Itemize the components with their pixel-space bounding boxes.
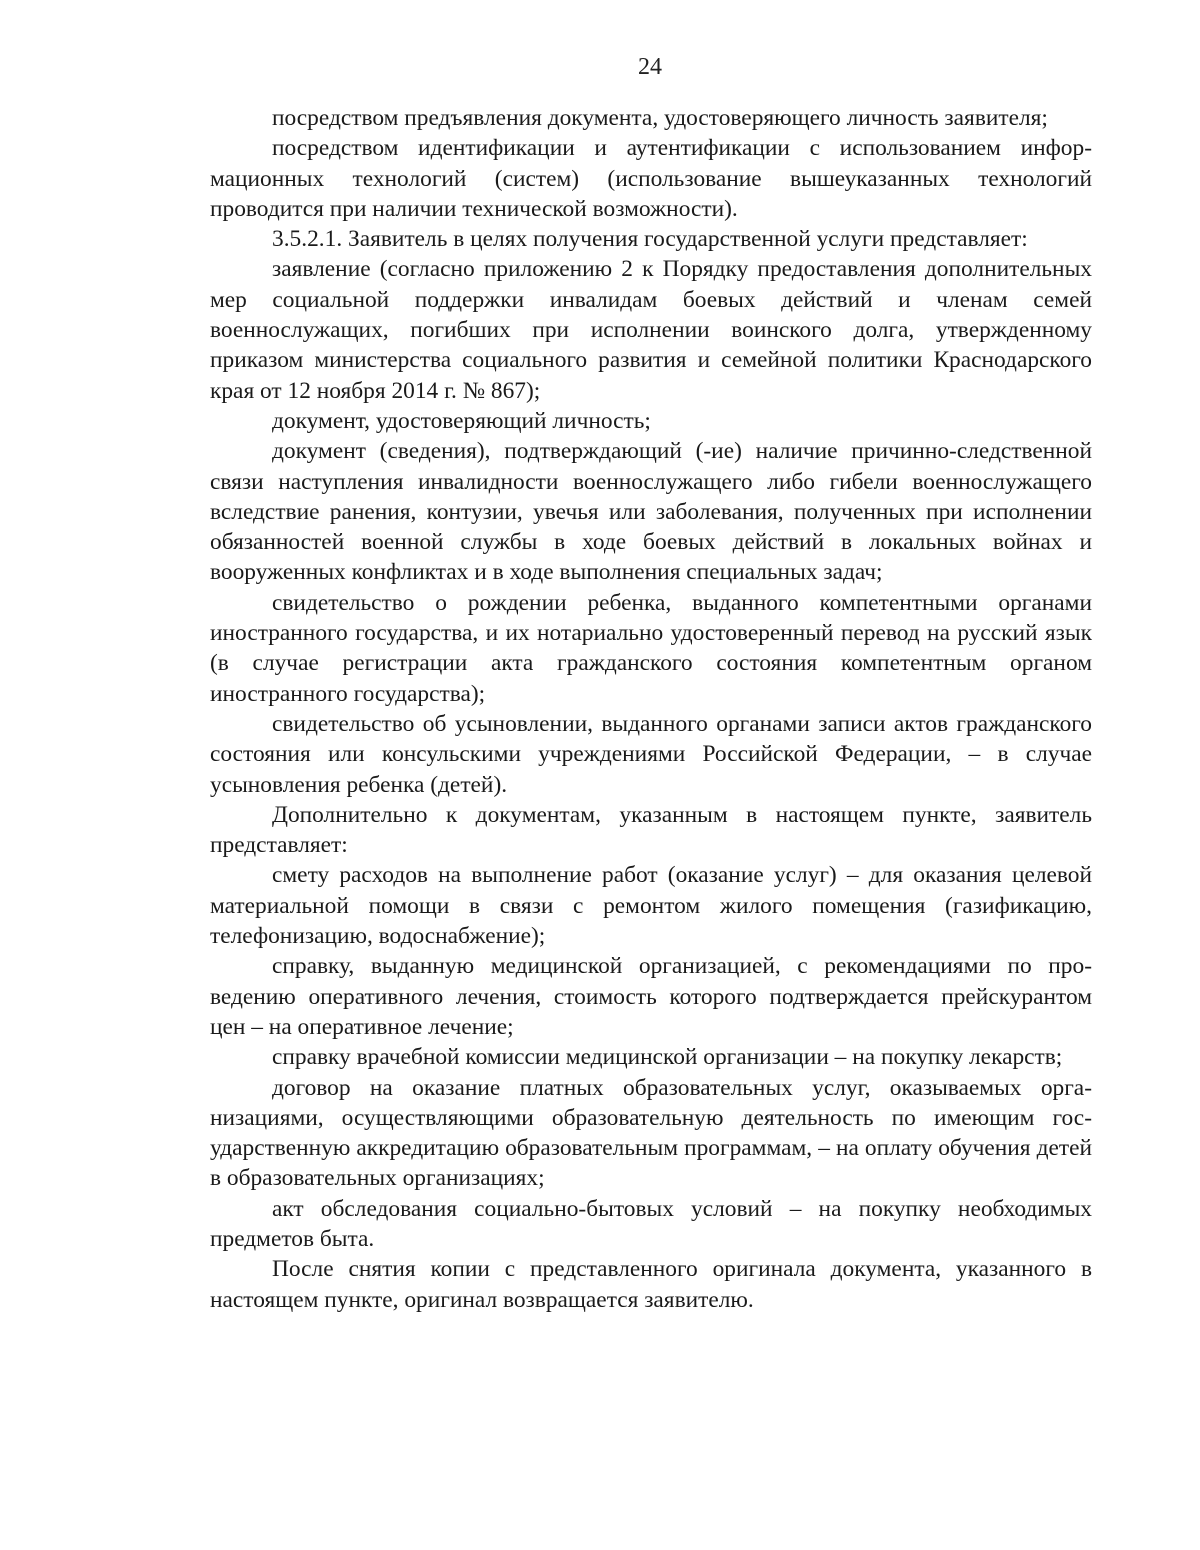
paragraph-identity-document: посредством предъявления документа, удостоверяющего личность заявителя; xyxy=(272,105,1048,131)
list-item-medical-certificate: справку, выданную медицинской организацией, с рекомендациями по проведению оперативного лечения, стоимость которого подтверждается прейскурантом цен – на оперативное лечение; xyxy=(210,953,1092,1040)
list-item-causal-link-document: документ (сведения), подтверждающий (-ие) наличие причинно-следственной связи наступления инвалидности военнослужащего либо гибели военнослужащего вследствие ранения, контузии, увечья или заболевания, полученных при исполнении обязанностей военной службы в ходе боевых действий в локальных войнах и вооруженных конфликтах и в ходе выполнения специальных задач; xyxy=(210,438,1092,586)
list-item-identity-document: документ, удостоверяющий личность; xyxy=(272,407,651,434)
list-item-application: заявление (согласно приложению 2 к Порядку предоставления дополнительных мер социальной поддержки инвалидам боевых действий и членам семей военнослужащих, погибших при исполнении воинского долга, утвержденному приказом министерства социального развития и семейной политики Краснодарского края от 12 ноября 2014 г. № 867); xyxy=(210,256,1092,404)
list-item-cost-estimate: смету расходов на выполнение работ (оказание услуг) – для оказания целевой материальной помощи в связи с ремонтом жилого помещения (газификацию, телефонизацию, водоснабжение); xyxy=(210,862,1092,950)
list-item-birth-certificate: свидетельство о рождении ребенка, выданного компетентными органами иностранного государства, и их нотариально удостоверенный перевод на русский язык (в случае регистрации акта гражданского состояния компетентным органом иностранного государства); xyxy=(210,589,1092,707)
paragraph-section-3-5-2-1: 3.5.2.1. Заявитель в целях получения государственной услуги представляет: xyxy=(272,226,1028,253)
list-item-living-conditions-act: акт обследования социально-бытовых условий – на покупку необходимых предметов быта. xyxy=(210,1195,1092,1252)
list-item-education-contract: договор на оказание платных образовательных услуг, оказываемых организациями, осуществляющими образовательную деятельность по имеющим государственную аккредитацию образовательным программам, – на оплату обучения детей в образовательных организациях; xyxy=(210,1074,1092,1192)
document-body xyxy=(210,103,1092,1315)
paragraph-additional-documents: Дополнительно к документам, указанным в настоящем пункте, заявитель представляет: xyxy=(210,801,1092,859)
list-item-adoption-certificate: свидетельство об усыновлении, выданного органами записи актов гражданского состояния или консульскими учреждениями Российской Федерации, – в случае усыновления ребенка (детей). xyxy=(210,710,1092,798)
paragraph-original-returned: После снятия копии с представленного оригинала документа, указанного в настоящем пункте, оригинал возвращается заявителю. xyxy=(210,1256,1092,1313)
paragraph-identification: посредством идентификации и аутентификации с использованием информационных технологий (систем) (использование вышеуказанных технологий проводится при наличии технической возможности). xyxy=(210,135,1092,222)
page-number: 24 xyxy=(638,54,662,80)
list-item-medical-commission: справку врачебной комиссии медицинской организации – на покупку лекарств; xyxy=(272,1044,1063,1071)
